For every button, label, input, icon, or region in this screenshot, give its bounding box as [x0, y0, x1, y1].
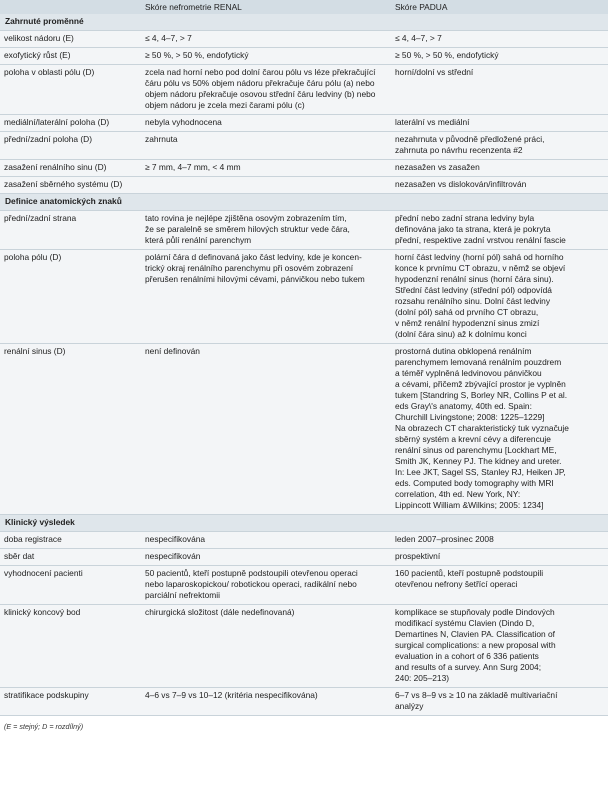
table-row	[0, 211, 608, 250]
row-label: doba registrace	[0, 532, 140, 549]
table-row	[0, 532, 608, 549]
section-header-row	[0, 14, 608, 31]
padua-cell: leden 2007–prosinec 2008	[390, 532, 608, 549]
row-label: zasažení renálního sinu (D)	[0, 160, 140, 177]
row-label: renální sinus (D)	[0, 344, 140, 515]
renal-cell: 4–6 vs 7–9 vs 10–12 (kritéria nespecifikována)	[140, 688, 390, 716]
header-renal: Skóre nefrometrie RENAL	[140, 0, 390, 14]
renal-cell: zcela nad horní nebo pod dolní čarou pólu vs léze překračující čáru pólu vs 50% objem nádoru překračuje čáru pólu (a) nebo objem nádoru překračuje osovou střední čáru ledviny (b) nebo objem nádoru je zcela mezi čarami pólu (c)	[140, 65, 390, 115]
table-row	[0, 31, 608, 48]
renal-cell: zahrnuta	[140, 132, 390, 160]
renal-cell: polární čára d definovaná jako část ledviny, kde je koncen- trický okraj renálního parenchymu při osovém zobrazení přerušen renálními hilovými cévami, pánvičkou nebo tukem	[140, 250, 390, 344]
row-label: přední/zadní strana	[0, 211, 140, 250]
table-row	[0, 132, 608, 160]
section-header-row	[0, 194, 608, 211]
table-row	[0, 250, 608, 344]
padua-cell: prospektivní	[390, 549, 608, 566]
row-label: mediální/laterální poloha (D)	[0, 115, 140, 132]
footnote: (E = stejný; D = rozdílný)	[4, 722, 84, 731]
padua-cell: horní/dolní vs střední	[390, 65, 608, 115]
row-label: stratifikace podskupiny	[0, 688, 140, 716]
row-label: sběr dat	[0, 549, 140, 566]
renal-cell: chirurgická složitost (dále nedefinovaná)	[140, 605, 390, 688]
table-header-row	[0, 0, 608, 14]
padua-cell: komplikace se stupňovaly podle Dindových modifikací systému Clavien (Dindo D, Demartines N, Clavien PA. Classification of surgical complications: a new proposal with evaluation in a cohort of 6 336 patients and results of a survey. Ann Surg 2004; 240: 205–213)	[390, 605, 608, 688]
table-row	[0, 605, 608, 688]
padua-cell: horní část ledviny (horní pól) sahá od horního konce k prvnímu CT obrazu, v němž se objeví hypodenzní renální sinus (horní čára sinu). Střední část ledviny (střední pól) odpovídá rozsahu renálního sinu. Dolní část ledviny (dolní pól) sahá od prvního CT obrazu, v němž renální hypodenzní sinus zmizí (dolní čára sinu) až k dolnímu konci	[390, 250, 608, 344]
section-title: Zahrnuté proměnné	[0, 14, 608, 31]
padua-cell: 160 pacientů, kteří postupně podstoupili otevřenou nefrony šetřící operaci	[390, 566, 608, 605]
row-label: přední/zadní poloha (D)	[0, 132, 140, 160]
table-row	[0, 549, 608, 566]
header-col1	[0, 0, 140, 14]
renal-cell: ≥ 7 mm, 4–7 mm, < 4 mm	[140, 160, 390, 177]
section-title: Klinický výsledek	[0, 515, 608, 532]
table-row	[0, 65, 608, 115]
row-label: exofytický růst (E)	[0, 48, 140, 65]
padua-cell: nezasažen vs zasažen	[390, 160, 608, 177]
renal-cell: není definován	[140, 344, 390, 515]
renal-cell: 50 pacientů, kteří postupně podstoupili otevřenou operaci nebo laparoskopickou/ robotickou operaci, radikální nebo parciální nefrektomii	[140, 566, 390, 605]
padua-cell: ≤ 4, 4–7, > 7	[390, 31, 608, 48]
table-row	[0, 115, 608, 132]
table-row	[0, 688, 608, 716]
padua-cell: ≥ 50 %, > 50 %, endofytický	[390, 48, 608, 65]
section-title: Definice anatomických znaků	[0, 194, 608, 211]
table-row	[0, 177, 608, 194]
renal-cell: nespecifikována	[140, 532, 390, 549]
table-row	[0, 48, 608, 65]
table-row	[0, 566, 608, 605]
row-label: velikost nádoru (E)	[0, 31, 140, 48]
row-label: poloha v oblasti pólu (D)	[0, 65, 140, 115]
padua-cell: přední nebo zadní strana ledviny byla definována jako ta strana, která je pokryta přední, respektive zadní vrstvou renální fascie	[390, 211, 608, 250]
row-label: poloha pólu (D)	[0, 250, 140, 344]
renal-cell: ≤ 4, 4–7, > 7	[140, 31, 390, 48]
renal-cell: nespecifikován	[140, 549, 390, 566]
renal-cell	[140, 177, 390, 194]
padua-cell: nezahrnuta v původně předložené práci, zahrnuta po návrhu recenzenta #2	[390, 132, 608, 160]
table-row	[0, 160, 608, 177]
section-header-row	[0, 515, 608, 532]
header-padua: Skóre PADUA	[390, 0, 608, 14]
table-row	[0, 344, 608, 515]
renal-cell: tato rovina je nejlépe zjištěna osovým zobrazením tím, že se paralelně se směrem hilových struktur vede čára, která půlí renální parenchym	[140, 211, 390, 250]
table-body	[0, 14, 608, 716]
row-label: vyhodnocení pacienti	[0, 566, 140, 605]
renal-cell: ≥ 50 %, > 50 %, endofytický	[140, 48, 390, 65]
renal-cell: nebyla vyhodnocena	[140, 115, 390, 132]
padua-cell: 6–7 vs 8–9 vs ≥ 10 na základě multivariační analýzy	[390, 688, 608, 716]
row-label: zasažení sběrného systému (D)	[0, 177, 140, 194]
padua-cell: prostorná dutina obklopená renálním parenchymem lemovaná renálním pouzdrem a téměř vyplněná ledvinovou pánvičkou a cévami, přičemž zbývající prostor je vyplněn tukem [Standring S, Borley NR, Collins P et al. eds Gray\'s anatomy, 40th ed. Spain: Churchill Livingstone; 2008: 1225–1229] Na obrazech CT charakteristický tuk vyznačuje sběrný systém a krevní cévy a diferencuje renální sinus od parenchymu [Lockhart ME, Smith JK, Kenney PJ. The kidney and ureter. In: Lee JKT, Sagel SS, Stanley RJ, Heiken JP, eds. Computed body tomography with MRI correlation, 4th ed. New York, NY: Lippincott William &Wilkins; 2005: 1234]	[390, 344, 608, 515]
padua-cell: laterální vs mediální	[390, 115, 608, 132]
row-label: klinický koncový bod	[0, 605, 140, 688]
padua-cell: nezasažen vs dislokován/infiltrován	[390, 177, 608, 194]
